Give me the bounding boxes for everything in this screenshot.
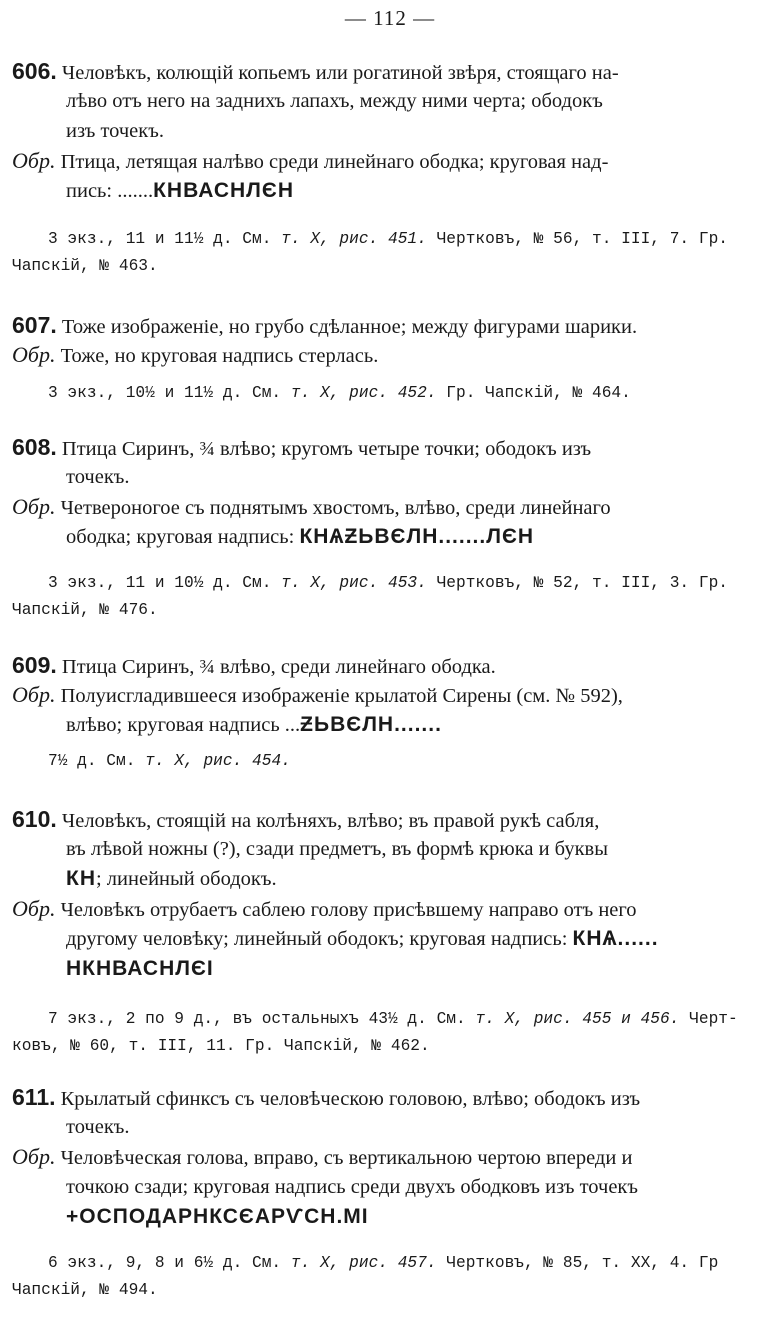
description-line: Тоже изображеніе, но грубо сдѣланное; между фигурами шарики. <box>61 316 638 338</box>
note-text: Чертковъ, № 56, т. III, 7. Гр. <box>426 230 728 248</box>
obverse-label: Обр. <box>12 1144 56 1169</box>
note-reference: т. X, рис. 453. <box>281 574 427 592</box>
note-text: 3 экз., 11 и 10½ д. См. <box>48 574 282 592</box>
entry-number: 609. <box>12 652 57 678</box>
note-reference: т. X, рис. 451. <box>281 230 427 248</box>
entry-number: 611. <box>12 1084 56 1110</box>
obverse-label: Обр. <box>12 148 56 173</box>
obverse-line: Человѣкъ отрубаетъ саблею голову присѣвшему направо отъ него <box>60 899 637 921</box>
description-line: Птица Сиринъ, ¾ влѣво; кругомъ четыре точки; ободокъ изъ <box>61 438 592 460</box>
entry-608 <box>12 432 772 624</box>
entry-606 <box>12 56 772 280</box>
entry-number: 608. <box>12 434 57 460</box>
entry-number: 610. <box>12 806 57 832</box>
legend-inscription: КНѦƵЬВЄЛН.......ЛЄН <box>299 525 535 548</box>
note-text: Чапскій, № 494. <box>12 1281 158 1299</box>
description-line: Птица Сиринъ, ¾ влѣво, среди линейнаго ободка. <box>61 656 496 678</box>
obverse-line: Человѣческая голова, вправо, съ вертикальною чертою впереди и <box>60 1147 633 1169</box>
note-text: Чапскій, № 463. <box>12 257 158 275</box>
obverse-line: Четвероногое съ поднятымъ хвостомъ, влѣво, среди линейнаго <box>60 497 611 519</box>
description-line: Человѣкъ, стоящій на колѣняхъ, влѣво; въ правой рукѣ сабля, <box>61 810 600 832</box>
note-reference: т. X, рис. 455 и 456. <box>475 1010 680 1028</box>
description-line: въ лѣвой ножны (?), сзади предметъ, въ формѣ крюка и буквы <box>66 838 608 860</box>
note-reference: т. X, рис. 454. <box>145 752 291 770</box>
legend-inscription: ƵЬВЄЛН....... <box>300 713 442 736</box>
note-reference: т. X, рис. 457. <box>290 1254 437 1272</box>
obverse-label: Обр. <box>12 682 56 707</box>
description-line: лѣво отъ него на заднихъ лапахъ, между ними черта; ободокъ <box>66 90 603 112</box>
obverse-line: влѣво; круговая надпись ... <box>66 714 301 736</box>
description-line: точекъ. <box>66 1116 130 1138</box>
note-text: Чертковъ, № 85, т. XX, 4. Гр <box>436 1254 719 1272</box>
entry-611 <box>12 1082 772 1304</box>
legend-inscription: КНѦ...... <box>572 927 659 950</box>
entry-number: 607. <box>12 312 57 338</box>
obverse-label: Обр. <box>12 494 56 519</box>
legend-inscription: НКНВАСНЛЄІ <box>66 957 214 980</box>
description-line: Крылатый сфинксъ съ человѣческою головою, влѣво; ободокъ изъ <box>60 1088 641 1110</box>
legend-letters: КН <box>66 867 96 890</box>
note-text: 3 экз., 10½ и 11½ д. См. <box>48 384 291 402</box>
note-text: 7 экз., 2 по 9 д., въ остальныхъ 43½ д. См. <box>48 1010 476 1028</box>
note-text: 3 экз., 11 и 11½ д. См. <box>48 230 282 248</box>
note-text: Чертковъ, № 52, т. III, 3. Гр. <box>426 574 728 592</box>
obverse-line: пись: ....... <box>66 180 154 202</box>
entry-607 <box>12 310 772 407</box>
entry-610 <box>12 804 772 1060</box>
entry-609 <box>12 650 772 775</box>
legend-inscription: КНВАСНЛЄН <box>153 179 295 202</box>
description-line: Человѣкъ, колющій копьемъ или рогатиной звѣря, стоящаго на- <box>61 62 619 84</box>
page-number: — 112 — <box>344 6 436 30</box>
note-text: 7½ д. См. <box>48 752 146 770</box>
obverse-line: Полуисгладившееся изображеніе крылатой Сирены (см. № 592), <box>60 685 623 707</box>
obverse-line: другому человѣку; линейный ободокъ; круговая надпись: <box>66 928 573 950</box>
description-line: ; линейный ободокъ. <box>95 868 277 890</box>
note-reference: т. X, рис. 452. <box>290 384 437 402</box>
entry-number: 606. <box>12 58 57 84</box>
obverse-label: Обр. <box>12 896 56 921</box>
legend-inscription: +ОСПОДАРНКСЄАРѴСН.МІ <box>66 1205 369 1228</box>
note-text: Чапскій, № 476. <box>12 601 158 619</box>
note-text: 6 экз., 9, 8 и 6½ д. См. <box>48 1254 291 1272</box>
description-line: изъ точекъ. <box>66 120 164 142</box>
note-text: Черт- <box>679 1010 738 1028</box>
note-text: ковъ, № 60, т. III, 11. Гр. Чапскій, № 462. <box>12 1037 430 1055</box>
obverse-line: точкою сзади; круговая надпись среди двухъ ободковъ изъ точекъ <box>66 1176 638 1198</box>
obverse-label: Обр. <box>12 342 56 367</box>
description-line: точекъ. <box>66 466 130 488</box>
obverse-line: Птица, летящая налѣво среди линейнаго ободка; круговая над- <box>60 151 609 173</box>
obverse-line: Тоже, но круговая надпись стерлась. <box>60 345 379 367</box>
note-text: Гр. Чапскій, № 464. <box>436 384 631 402</box>
obverse-line: ободка; круговая надпись: <box>66 526 300 548</box>
